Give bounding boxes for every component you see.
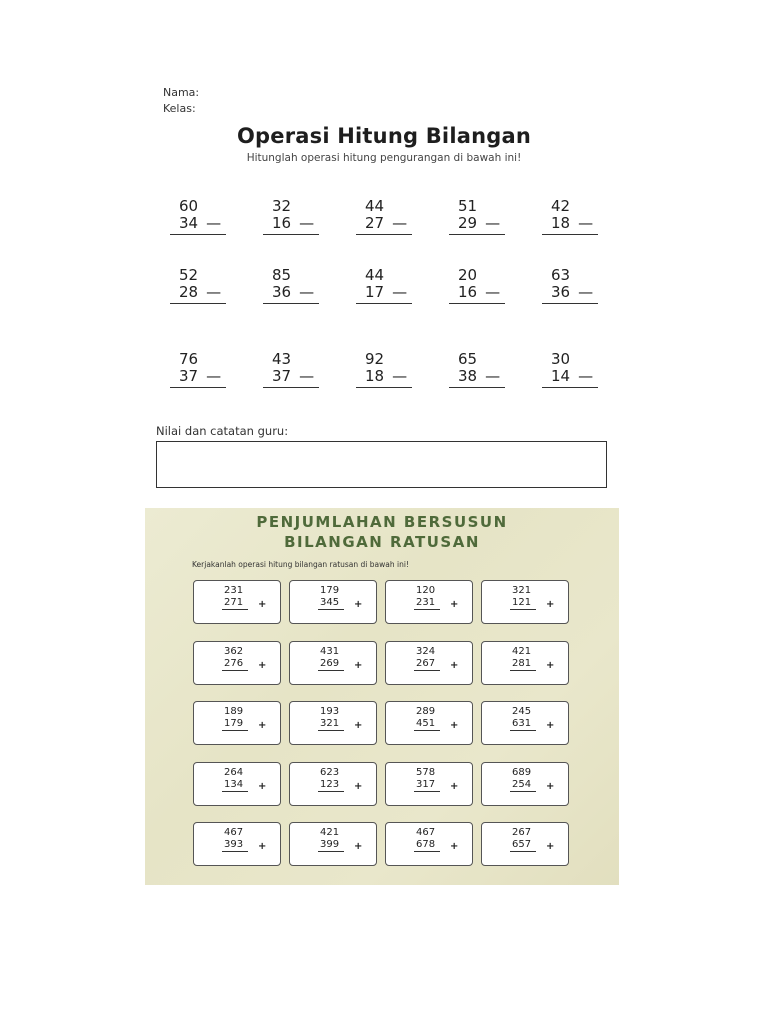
minus-sign: — [206, 283, 222, 301]
plus-sign: + [258, 841, 267, 852]
answer-line[interactable] [318, 791, 344, 792]
answer-line[interactable] [542, 234, 598, 235]
answer-line[interactable] [318, 670, 344, 671]
minus-sign: — [299, 367, 315, 385]
subtrahend-row [168, 368, 234, 385]
answer-line[interactable] [170, 303, 226, 304]
addend-top: 421 [512, 646, 532, 657]
teacher-notes-label: Nilai dan catatan guru: [156, 424, 289, 438]
answer-line[interactable] [510, 851, 536, 852]
minuend: 30 [551, 350, 571, 368]
minuend: 44 [365, 266, 385, 284]
addend-bottom: 267 [416, 658, 436, 669]
addition-problem-card [289, 580, 377, 624]
addition-problem-card [481, 822, 569, 866]
minuend: 76 [179, 350, 199, 368]
plus-sign: + [546, 599, 555, 610]
subtrahend-row [168, 284, 234, 301]
subtrahend-row [354, 368, 420, 385]
minus-sign: — [299, 214, 315, 232]
subtrahend-row [540, 284, 606, 301]
answer-line[interactable] [222, 670, 248, 671]
addend-bottom: 123 [320, 779, 340, 790]
answer-line[interactable] [414, 730, 440, 731]
answer-line[interactable] [263, 303, 319, 304]
addend-bottom: 231 [416, 597, 436, 608]
addend-top: 193 [320, 706, 340, 717]
subtrahend-row [261, 368, 327, 385]
addition-problem-card [193, 701, 281, 745]
plus-sign: + [450, 841, 459, 852]
minuend: 20 [458, 266, 478, 284]
subtrahend: 27 [365, 214, 385, 232]
minus-sign: — [578, 367, 594, 385]
plus-sign: + [354, 720, 363, 731]
answer-line[interactable] [414, 791, 440, 792]
minus-sign: — [392, 214, 408, 232]
subtraction-problem [447, 198, 513, 235]
plus-sign: + [354, 781, 363, 792]
answer-line[interactable] [449, 303, 505, 304]
addend-bottom: 317 [416, 779, 436, 790]
minuend: 42 [551, 197, 571, 215]
minuend: 65 [458, 350, 478, 368]
answer-line[interactable] [510, 670, 536, 671]
plus-sign: + [450, 781, 459, 792]
answer-line[interactable] [318, 609, 344, 610]
addition-problem-card [481, 580, 569, 624]
subtraction-problem [540, 351, 606, 388]
addend-top: 578 [416, 767, 436, 778]
subtrahend-row [354, 284, 420, 301]
subtraction-problem [354, 267, 420, 304]
addend-bottom: 678 [416, 839, 436, 850]
answer-line[interactable] [170, 234, 226, 235]
subtrahend: 17 [365, 283, 385, 301]
answer-line[interactable] [318, 851, 344, 852]
minuend: 44 [365, 197, 385, 215]
answer-line[interactable] [510, 791, 536, 792]
minus-sign: — [299, 283, 315, 301]
subtrahend-row [261, 215, 327, 232]
addend-top: 189 [224, 706, 244, 717]
plus-sign: + [258, 781, 267, 792]
addition-problem-card [289, 822, 377, 866]
addend-bottom: 121 [512, 597, 532, 608]
plus-sign: + [258, 720, 267, 731]
addend-top: 321 [512, 585, 532, 596]
plus-sign: + [546, 720, 555, 731]
minus-sign: — [206, 214, 222, 232]
plus-sign: + [546, 781, 555, 792]
teacher-notes-box[interactable] [156, 441, 607, 488]
plus-sign: + [258, 599, 267, 610]
subtraction-problem [354, 351, 420, 388]
subtraction-problem [540, 198, 606, 235]
subtrahend-row [447, 284, 513, 301]
plus-sign: + [354, 599, 363, 610]
answer-line[interactable] [356, 234, 412, 235]
subtrahend-row [540, 368, 606, 385]
addition-worksheet-title [145, 512, 619, 552]
addend-top: 289 [416, 706, 436, 717]
subtrahend: 37 [272, 367, 292, 385]
minus-sign: — [578, 214, 594, 232]
minus-sign: — [485, 214, 501, 232]
subtrahend: 16 [458, 283, 478, 301]
minuend: 51 [458, 197, 478, 215]
answer-line[interactable] [542, 387, 598, 388]
answer-line[interactable] [449, 387, 505, 388]
minuend: 85 [272, 266, 292, 284]
addend-bottom: 276 [224, 658, 244, 669]
addend-bottom: 345 [320, 597, 340, 608]
subtraction-problem [447, 351, 513, 388]
plus-sign: + [450, 720, 459, 731]
plus-sign: + [354, 660, 363, 671]
plus-sign: + [258, 660, 267, 671]
addend-bottom: 399 [320, 839, 340, 850]
addition-problem-card [481, 701, 569, 745]
addition-problem-card [289, 641, 377, 685]
answer-line[interactable] [510, 730, 536, 731]
addend-top: 324 [416, 646, 436, 657]
addend-top: 264 [224, 767, 244, 778]
addition-problem-card [385, 822, 473, 866]
minus-sign: — [578, 283, 594, 301]
class-label: Kelas: [163, 102, 196, 115]
addition-problem-card [481, 762, 569, 806]
answer-line[interactable] [510, 609, 536, 610]
subtraction-problem [354, 198, 420, 235]
addend-top: 421 [320, 827, 340, 838]
subtrahend: 34 [179, 214, 199, 232]
subtraction-problem [261, 198, 327, 235]
plus-sign: + [546, 841, 555, 852]
addend-bottom: 271 [224, 597, 244, 608]
answer-line[interactable] [222, 609, 248, 610]
addend-bottom: 134 [224, 779, 244, 790]
subtraction-problem [540, 267, 606, 304]
answer-line[interactable] [414, 609, 440, 610]
addend-top: 689 [512, 767, 532, 778]
addend-bottom: 254 [512, 779, 532, 790]
addition-problem-card [385, 701, 473, 745]
addend-top: 467 [416, 827, 436, 838]
minuend: 43 [272, 350, 292, 368]
addend-bottom: 179 [224, 718, 244, 729]
minuend: 32 [272, 197, 292, 215]
subtraction-problem [168, 198, 234, 235]
subtrahend-row [261, 284, 327, 301]
subtraction-problem [168, 351, 234, 388]
answer-line[interactable] [263, 387, 319, 388]
addition-problem-card [193, 580, 281, 624]
subtraction-problem [168, 267, 234, 304]
addend-bottom: 657 [512, 839, 532, 850]
addend-top: 362 [224, 646, 244, 657]
addend-bottom: 269 [320, 658, 340, 669]
minus-sign: — [485, 367, 501, 385]
subtrahend-row [540, 215, 606, 232]
answer-line[interactable] [356, 387, 412, 388]
subtraction-problem [447, 267, 513, 304]
subtrahend: 16 [272, 214, 292, 232]
addend-top: 431 [320, 646, 340, 657]
addition-problem-card [385, 641, 473, 685]
subtraction-problem [261, 267, 327, 304]
minus-sign: — [392, 367, 408, 385]
addend-bottom: 321 [320, 718, 340, 729]
minuend: 60 [179, 197, 199, 215]
subtrahend-row [354, 215, 420, 232]
addition-title-line1: PENJUMLAHAN BERSUSUN [256, 513, 508, 531]
name-label: Nama: [163, 86, 200, 99]
addition-problem-card [193, 762, 281, 806]
subtrahend-row [447, 368, 513, 385]
addend-bottom: 281 [512, 658, 532, 669]
answer-line[interactable] [222, 730, 248, 731]
answer-line[interactable] [170, 387, 226, 388]
addition-problem-card [385, 580, 473, 624]
addition-problem-card [193, 641, 281, 685]
answer-line[interactable] [414, 670, 440, 671]
subtrahend-row [168, 215, 234, 232]
addition-instructions: Kerjakanlah operasi hitung bilangan ratusan di bawah ini! [192, 560, 409, 569]
addition-problem-card [385, 762, 473, 806]
subtrahend: 36 [272, 283, 292, 301]
minus-sign: — [206, 367, 222, 385]
subtrahend-row [447, 215, 513, 232]
minuend: 52 [179, 266, 199, 284]
subtraction-problem [261, 351, 327, 388]
answer-line[interactable] [318, 730, 344, 731]
addend-top: 245 [512, 706, 532, 717]
worksheet-title: Operasi Hitung Bilangan [237, 124, 531, 148]
subtrahend: 18 [551, 214, 571, 232]
plus-sign: + [450, 599, 459, 610]
plus-sign: + [354, 841, 363, 852]
minuend: 63 [551, 266, 571, 284]
addend-top: 623 [320, 767, 340, 778]
answer-line[interactable] [449, 234, 505, 235]
addition-problem-card [289, 701, 377, 745]
plus-sign: + [450, 660, 459, 671]
addition-problem-card [289, 762, 377, 806]
subtrahend: 36 [551, 283, 571, 301]
addend-top: 231 [224, 585, 244, 596]
minus-sign: — [392, 283, 408, 301]
subtrahend: 29 [458, 214, 478, 232]
answer-line[interactable] [414, 851, 440, 852]
addend-top: 179 [320, 585, 340, 596]
addend-top: 267 [512, 827, 532, 838]
addition-problem-card [193, 822, 281, 866]
answer-line[interactable] [222, 791, 248, 792]
addend-top: 467 [224, 827, 244, 838]
addend-bottom: 393 [224, 839, 244, 850]
answer-line[interactable] [542, 303, 598, 304]
addition-problem-card [481, 641, 569, 685]
addend-bottom: 451 [416, 718, 436, 729]
worksheet-instructions: Hitunglah operasi hitung pengurangan di bawah ini! [246, 152, 522, 164]
addend-top: 120 [416, 585, 436, 596]
addend-bottom: 631 [512, 718, 532, 729]
subtrahend: 38 [458, 367, 478, 385]
addition-title-line2: BILANGAN RATUSAN [284, 533, 480, 551]
answer-line[interactable] [263, 234, 319, 235]
answer-line[interactable] [356, 303, 412, 304]
subtrahend: 14 [551, 367, 571, 385]
minuend: 92 [365, 350, 385, 368]
answer-line[interactable] [222, 851, 248, 852]
subtrahend: 28 [179, 283, 199, 301]
minus-sign: — [485, 283, 501, 301]
subtrahend: 37 [179, 367, 199, 385]
addition-worksheet-panel [145, 508, 619, 885]
plus-sign: + [546, 660, 555, 671]
subtrahend: 18 [365, 367, 385, 385]
